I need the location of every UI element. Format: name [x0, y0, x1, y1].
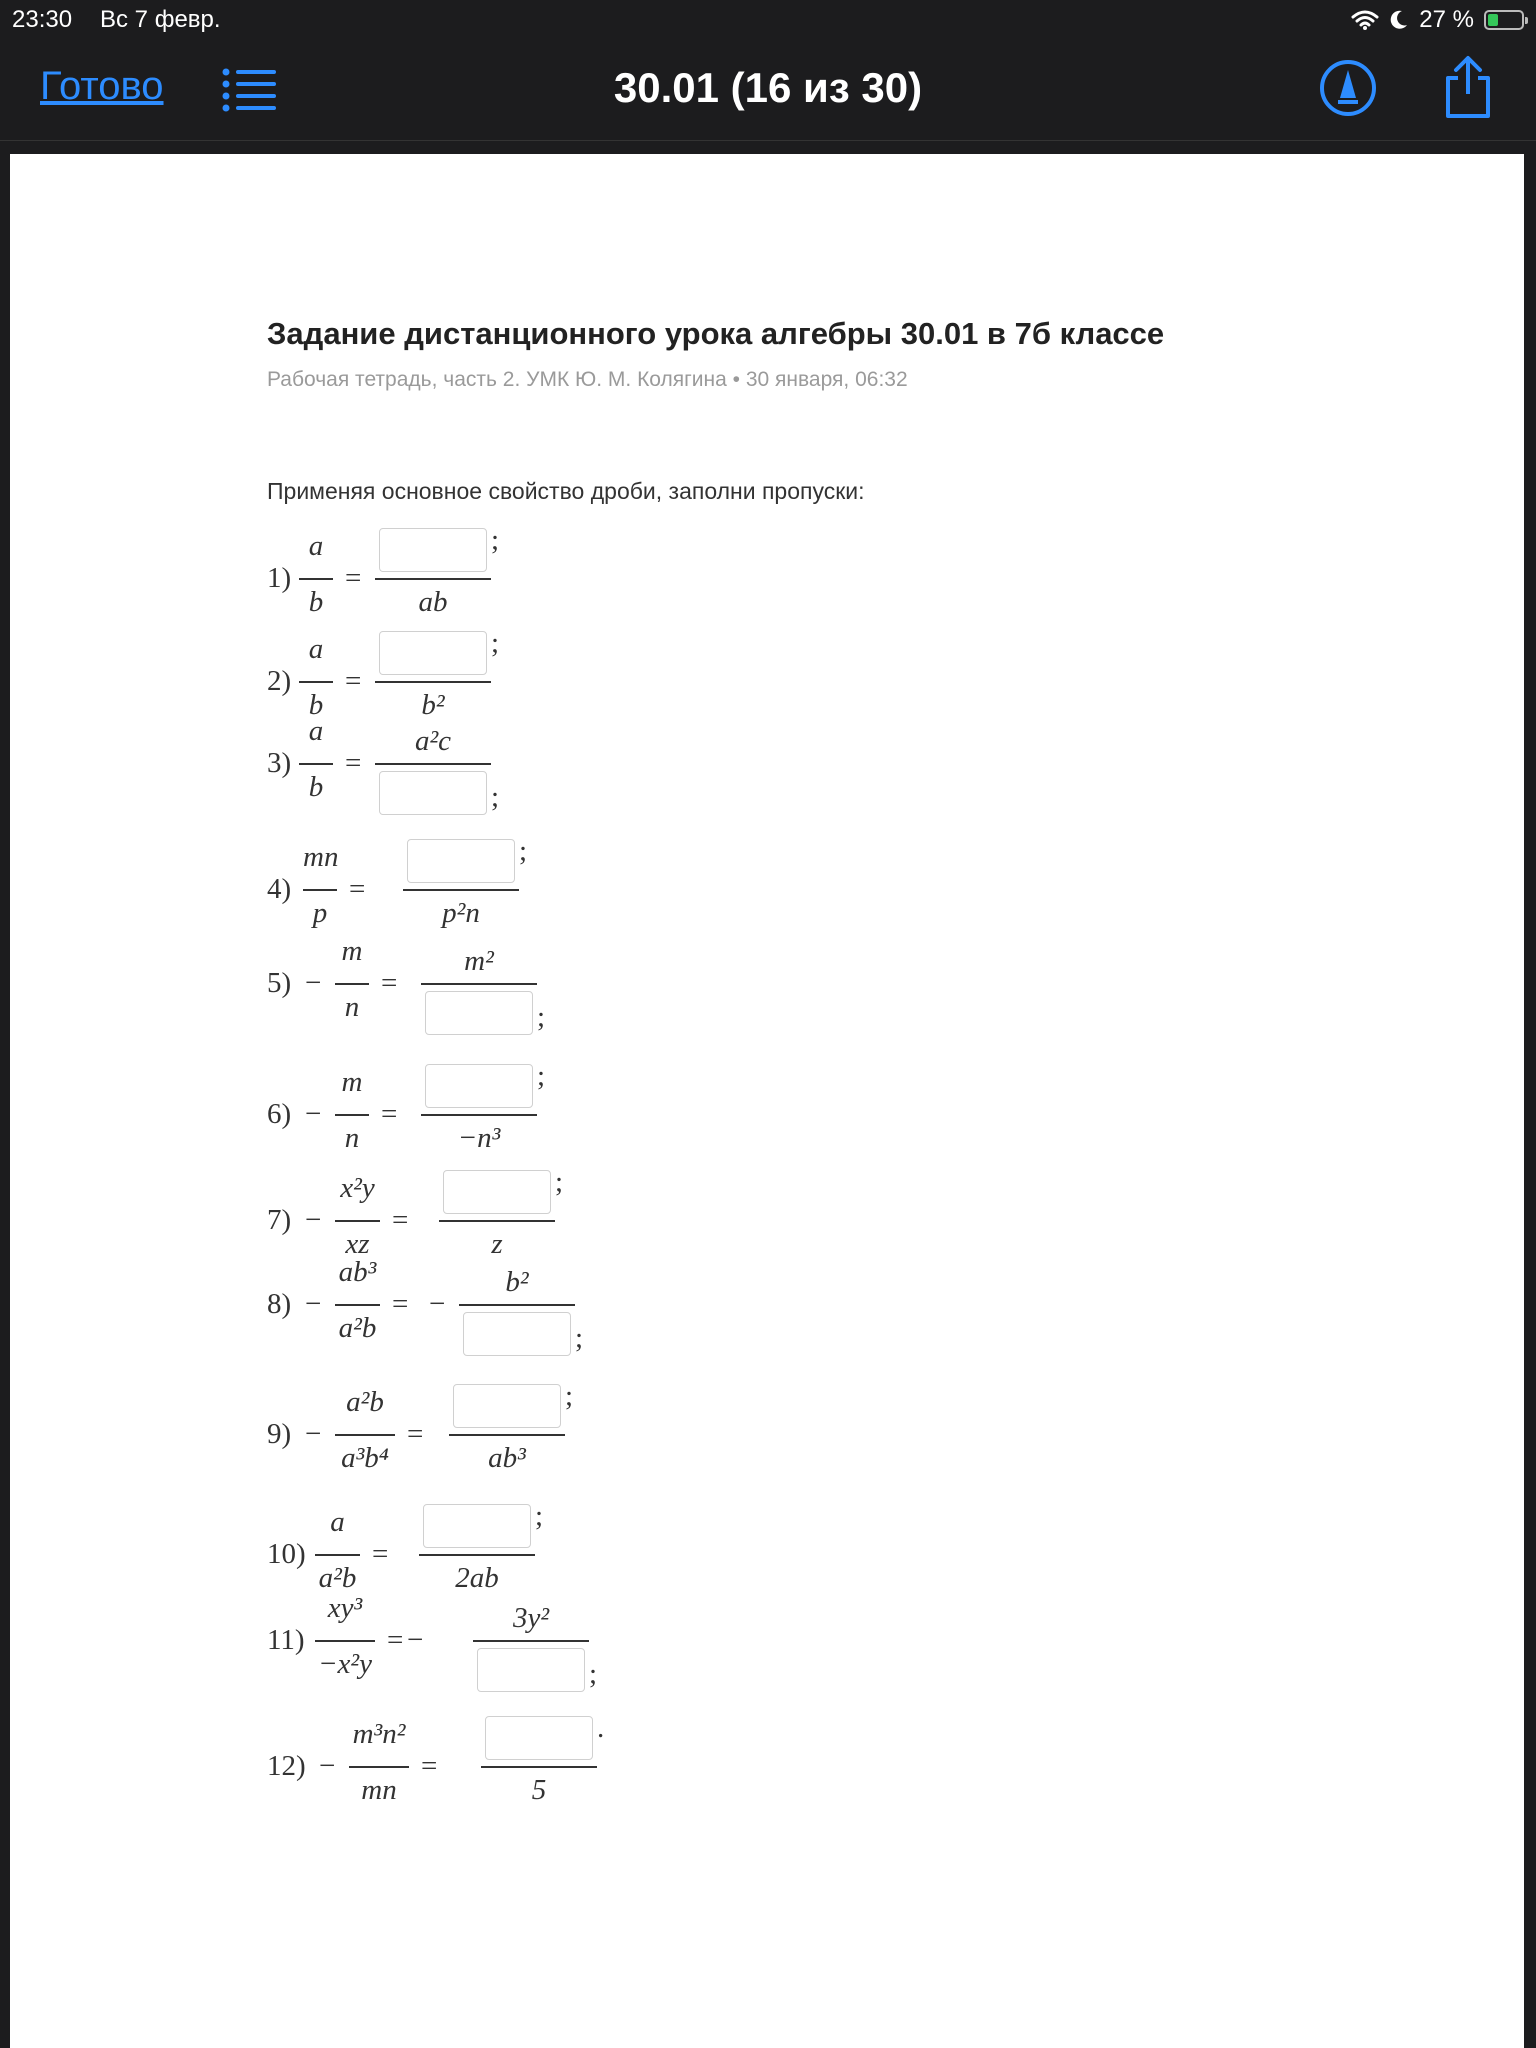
punctuation: ; [535, 1500, 544, 1532]
answer-input-box[interactable] [425, 991, 533, 1035]
exercise-number: 5) [267, 967, 292, 999]
rhs-numerator: b² [505, 1266, 529, 1298]
punctuation: ; [565, 1380, 574, 1412]
exercise-number: 12) [267, 1750, 306, 1782]
minus-sign: − [305, 1418, 322, 1450]
punctuation: ; [519, 835, 528, 867]
exercise-number: 7) [267, 1204, 292, 1236]
rhs-denominator: 2ab [455, 1562, 499, 1594]
done-button[interactable]: Готово [40, 64, 164, 108]
exercise-number: 8) [267, 1288, 292, 1320]
lhs-denominator: a³b⁴ [341, 1442, 389, 1474]
answer-input-box[interactable] [453, 1384, 561, 1428]
lhs-numerator: mn [303, 841, 339, 873]
nav-bar [0, 40, 1536, 141]
document-title: 30.01 (16 из 30) [613, 64, 923, 111]
rhs-denominator: z [491, 1228, 503, 1260]
lhs-numerator: m³n² [352, 1718, 406, 1750]
answer-input-box[interactable] [485, 1716, 593, 1760]
fraction-bar [439, 1220, 555, 1222]
exercise-list [10, 154, 1524, 2048]
answer-input-box[interactable] [379, 771, 487, 815]
status-date: Вс 7 февр. [100, 6, 221, 33]
exercise-number: 3) [267, 747, 292, 779]
minus-sign: − [305, 1098, 322, 1130]
exercise-number: 11) [267, 1624, 305, 1656]
punctuation: ; [555, 1166, 564, 1198]
fraction-bar [375, 578, 491, 580]
fraction-bar [335, 1220, 380, 1222]
answer-input-box[interactable] [425, 1064, 533, 1108]
equals-sign: = [407, 1418, 424, 1450]
lhs-denominator: b [308, 771, 324, 803]
rhs-denominator: −n³ [457, 1122, 501, 1154]
equals-sign: = [345, 562, 362, 594]
rhs-denominator: b² [421, 689, 445, 721]
status-time: 23:30 [12, 6, 73, 33]
fraction-bar [459, 1304, 575, 1306]
fraction-bar [419, 1554, 535, 1556]
fraction-bar [299, 763, 333, 765]
answer-input-box[interactable] [379, 528, 487, 572]
punctuation: ; [491, 781, 500, 813]
fraction-bar [335, 1304, 380, 1306]
answer-input-box[interactable] [423, 1504, 531, 1548]
fraction-bar [481, 1766, 597, 1768]
share-icon[interactable] [1440, 54, 1496, 120]
fraction-bar [449, 1434, 565, 1436]
lhs-denominator: n [344, 991, 360, 1023]
exercise-number: 1) [267, 562, 292, 594]
fraction-bar [299, 681, 333, 683]
battery-percent: 27 % [1419, 6, 1474, 33]
moon-icon [1389, 9, 1409, 31]
punctuation: ; [491, 524, 500, 556]
lhs-denominator: xz [345, 1228, 370, 1260]
equals-sign: = [345, 665, 362, 697]
equals-sign: = [387, 1624, 404, 1656]
fraction-bar [473, 1640, 589, 1642]
markup-pen-icon[interactable] [1318, 58, 1378, 118]
answer-input-box[interactable] [443, 1170, 551, 1214]
minus-sign: − [319, 1750, 336, 1782]
document-page [10, 154, 1524, 2048]
equals-sign: = [349, 873, 366, 905]
answer-input-box[interactable] [477, 1648, 585, 1692]
exercise-number: 10) [267, 1538, 306, 1570]
fraction-bar [421, 1114, 537, 1116]
fraction-bar [375, 763, 491, 765]
wifi-icon [1351, 9, 1379, 31]
assignment-meta: Рабочая тетрадь, часть 2. УМК Ю. М. Колягина • 30 января, 06:32 [267, 368, 908, 391]
lhs-numerator: a [330, 1506, 345, 1538]
minus-sign: − [305, 1204, 322, 1236]
equals-sign: = [381, 1098, 398, 1130]
lhs-denominator: b [308, 689, 324, 721]
minus-sign: − [429, 1288, 446, 1320]
assignment-title: Задание дистанционного урока алгебры 30.01 в 7б классе [267, 316, 1165, 351]
rhs-numerator: m² [464, 945, 494, 977]
fraction-bar [375, 681, 491, 683]
equals-sign: = [392, 1288, 409, 1320]
fraction-bar [315, 1640, 375, 1642]
fraction-bar [421, 983, 537, 985]
lhs-numerator: m [341, 1066, 363, 1098]
punctuation: ; [575, 1322, 584, 1354]
punctuation: ; [537, 1001, 546, 1033]
punctuation: ; [491, 627, 500, 659]
fraction-bar [315, 1554, 360, 1556]
lhs-numerator: a [308, 715, 324, 747]
lhs-numerator: a [308, 530, 324, 562]
answer-input-box[interactable] [407, 839, 515, 883]
exercise-number: 4) [267, 873, 292, 905]
lhs-numerator: m [341, 935, 363, 967]
rhs-denominator: ab³ [488, 1442, 526, 1474]
exercise-number: 9) [267, 1418, 292, 1450]
minus-sign: − [407, 1624, 424, 1656]
minus-sign: − [305, 1288, 322, 1320]
rhs-numerator: 3y² [512, 1602, 550, 1634]
lhs-denominator: a²b [318, 1562, 357, 1594]
lhs-denominator: p [312, 897, 328, 929]
lhs-denominator: mn [361, 1774, 397, 1806]
fraction-bar [349, 1766, 409, 1768]
minus-sign: − [305, 967, 322, 999]
lhs-numerator: a [308, 633, 324, 665]
list-icon[interactable] [222, 66, 278, 112]
equals-sign: = [381, 967, 398, 999]
lhs-numerator: ab³ [338, 1256, 377, 1288]
punctuation: ; [537, 1060, 546, 1092]
lhs-numerator: a²b [346, 1386, 384, 1418]
lhs-denominator: a²b [338, 1312, 377, 1344]
exercise-number: 6) [267, 1098, 292, 1130]
lhs-denominator: b [308, 586, 324, 618]
exercise-number: 2) [267, 665, 292, 697]
equals-sign: = [372, 1538, 389, 1570]
rhs-numerator: a²c [414, 725, 452, 757]
equals-sign: = [421, 1750, 438, 1782]
fraction-bar [299, 578, 333, 580]
rhs-denominator: ab [418, 586, 448, 618]
punctuation: ; [589, 1658, 598, 1690]
fraction-bar [335, 1434, 395, 1436]
equals-sign: = [345, 747, 362, 779]
fraction-bar [335, 1114, 369, 1116]
answer-input-box[interactable] [463, 1312, 571, 1356]
status-indicators [1351, 6, 1524, 34]
fraction-bar [403, 889, 519, 891]
battery-charging-icon [1484, 10, 1524, 30]
punctuation: . [597, 1712, 605, 1744]
rhs-denominator: 5 [531, 1774, 547, 1806]
lhs-denominator: −x²y [317, 1648, 372, 1680]
instruction-text: Применяя основное свойство дроби, заполни пропуски: [267, 478, 865, 504]
answer-input-box[interactable] [379, 631, 487, 675]
fraction-bar [335, 983, 369, 985]
equals-sign: = [392, 1204, 409, 1236]
lhs-numerator: xy³ [327, 1592, 363, 1624]
rhs-denominator: p²n [442, 897, 480, 929]
fraction-bar [303, 889, 337, 891]
lhs-denominator: n [344, 1122, 360, 1154]
status-bar [0, 0, 1536, 40]
lhs-numerator: x²y [340, 1172, 375, 1204]
